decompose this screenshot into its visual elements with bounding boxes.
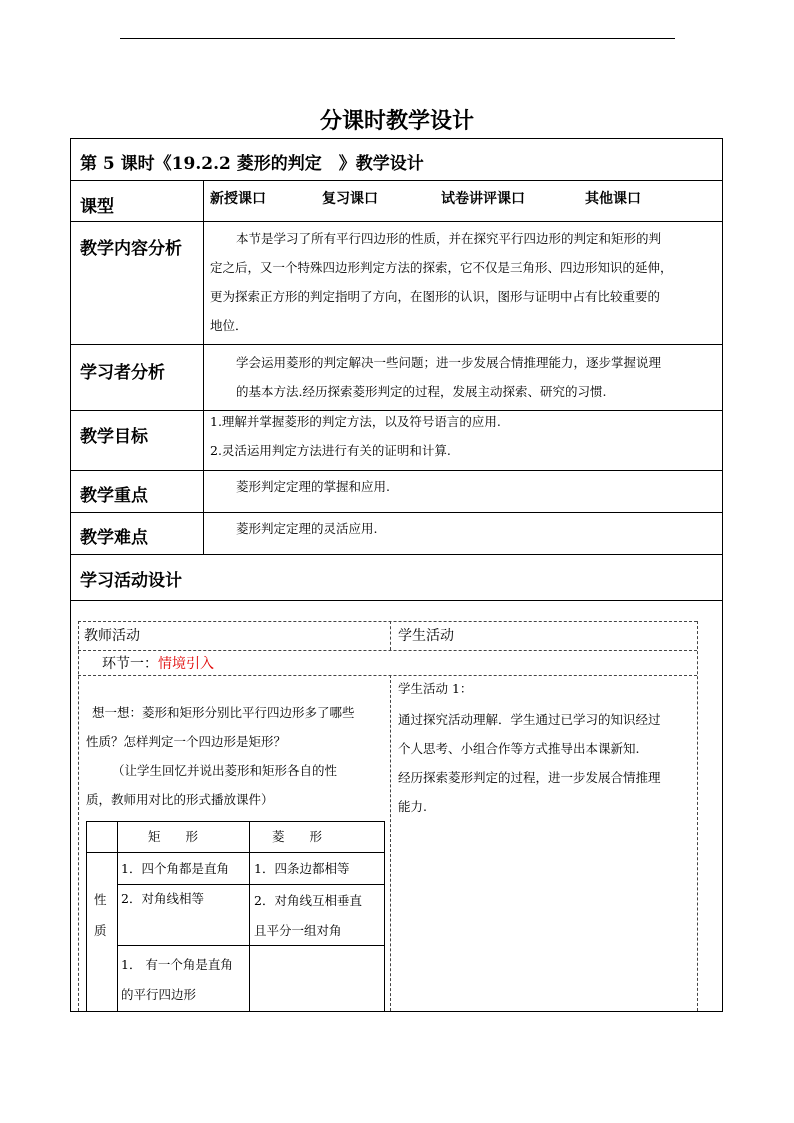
stage-prefix: 环节一： bbox=[102, 656, 158, 672]
difficulty-label: 教学难点 bbox=[80, 528, 148, 548]
student-line: 经历探索菱形判定的过程，进一步发展合情推理 bbox=[398, 770, 661, 785]
type-label: 课型 bbox=[80, 197, 114, 217]
type-option-exam[interactable]: 试卷讲评课口 bbox=[441, 191, 525, 207]
teacher-line: 想一想：菱形和矩形分别比平行四边形多了哪些 bbox=[92, 705, 355, 720]
type-option-other[interactable]: 其他课口 bbox=[585, 191, 641, 207]
compare-rect-3a: 1． 有一个角是直角 bbox=[121, 957, 233, 972]
content-line: 地位． bbox=[210, 318, 248, 333]
learner-analysis-text bbox=[210, 348, 720, 406]
learner-analysis-label: 学习者分析 bbox=[80, 363, 165, 383]
activity-design-label: 学习活动设计 bbox=[80, 571, 182, 591]
learner-line: 的基本方法.经历探索菱形判定的过程，发展主动探索、研究的习惯. bbox=[236, 384, 607, 399]
student-line: 通过探究活动理解．学生通过已学习的知识经过 bbox=[398, 712, 661, 727]
compare-col-rhombus: 菱 形 bbox=[272, 829, 323, 844]
teaching-goal-text bbox=[210, 407, 720, 465]
stage-name: 情境引入 bbox=[158, 656, 214, 672]
student-line: 学生活动 1： bbox=[398, 681, 473, 696]
content-line: 本节是学习了所有平行四边形的性质，并在探究平行四边形的判定和矩形的判 bbox=[236, 231, 662, 246]
compare-row-label-2: 质 bbox=[94, 923, 107, 938]
student-line: 能力. bbox=[398, 799, 427, 814]
compare-col-rect: 矩 形 bbox=[148, 829, 199, 844]
student-line: 个人思考、小组合作等方式推导出本课新知. bbox=[398, 741, 640, 756]
student-activity-text bbox=[398, 674, 694, 821]
teacher-line: 性质？怎样判定一个四边形是矩形？ bbox=[86, 734, 287, 749]
compare-rhombus-2b: 且平分一组对角 bbox=[254, 923, 342, 938]
compare-row-label-1: 性 bbox=[94, 892, 107, 907]
lesson-heading: 第 5 课时《19.2.2 菱形的判定 》教学设计 bbox=[80, 154, 424, 174]
key-point-label: 教学重点 bbox=[80, 486, 148, 506]
compare-rhombus-1: 1．四条边都相等 bbox=[254, 861, 350, 876]
content-analysis-label: 教学内容分析 bbox=[80, 239, 182, 259]
teacher-activity-text bbox=[86, 698, 386, 814]
learner-line: 学会运用菱形的判定解决一些问题；进一步发展合情推理能力，逐步掌握说理 bbox=[236, 355, 662, 370]
teaching-goal-label: 教学目标 bbox=[80, 427, 148, 447]
stage-heading bbox=[102, 653, 214, 673]
key-point-text: 菱形判定定理的掌握和应用. bbox=[236, 479, 390, 494]
compare-rect-1: 1．四个角都是直角 bbox=[121, 861, 229, 876]
student-activity-header: 学生活动 bbox=[398, 628, 454, 644]
type-option-new[interactable]: 新授课口 bbox=[210, 191, 266, 207]
header-rule bbox=[120, 38, 675, 39]
goal-line: 2.灵活运用判定方法进行有关的证明和计算. bbox=[210, 443, 451, 458]
teacher-line: （让学生回忆并说出菱形和矩形各自的性 bbox=[112, 763, 338, 778]
compare-rect-2: 2．对角线相等 bbox=[121, 891, 204, 906]
content-line: 更为探索正方形的判定指明了方向，在图形的认识，图形与证明中占有比较重要的 bbox=[210, 289, 661, 304]
content-analysis-text bbox=[210, 224, 720, 340]
teacher-activity-header: 教师活动 bbox=[84, 628, 140, 644]
teacher-line: 质，教师用对比的形式播放课件） bbox=[86, 792, 274, 807]
compare-rect-3b: 的平行四边形 bbox=[121, 987, 197, 1002]
difficulty-text: 菱形判定定理的灵活应用. bbox=[236, 521, 378, 536]
goal-line: 1.理解并掌握菱形的判定方法，以及符号语言的应用. bbox=[210, 414, 501, 429]
page-title: 分课时教学设计 bbox=[319, 108, 474, 134]
type-option-review[interactable]: 复习课口 bbox=[322, 191, 378, 207]
compare-rhombus-2a: 2．对角线互相垂直 bbox=[254, 893, 362, 908]
content-line: 定之后，又一个特殊四边形判定方法的探索，它不仅是三角形、四边形知识的延伸， bbox=[210, 260, 673, 275]
